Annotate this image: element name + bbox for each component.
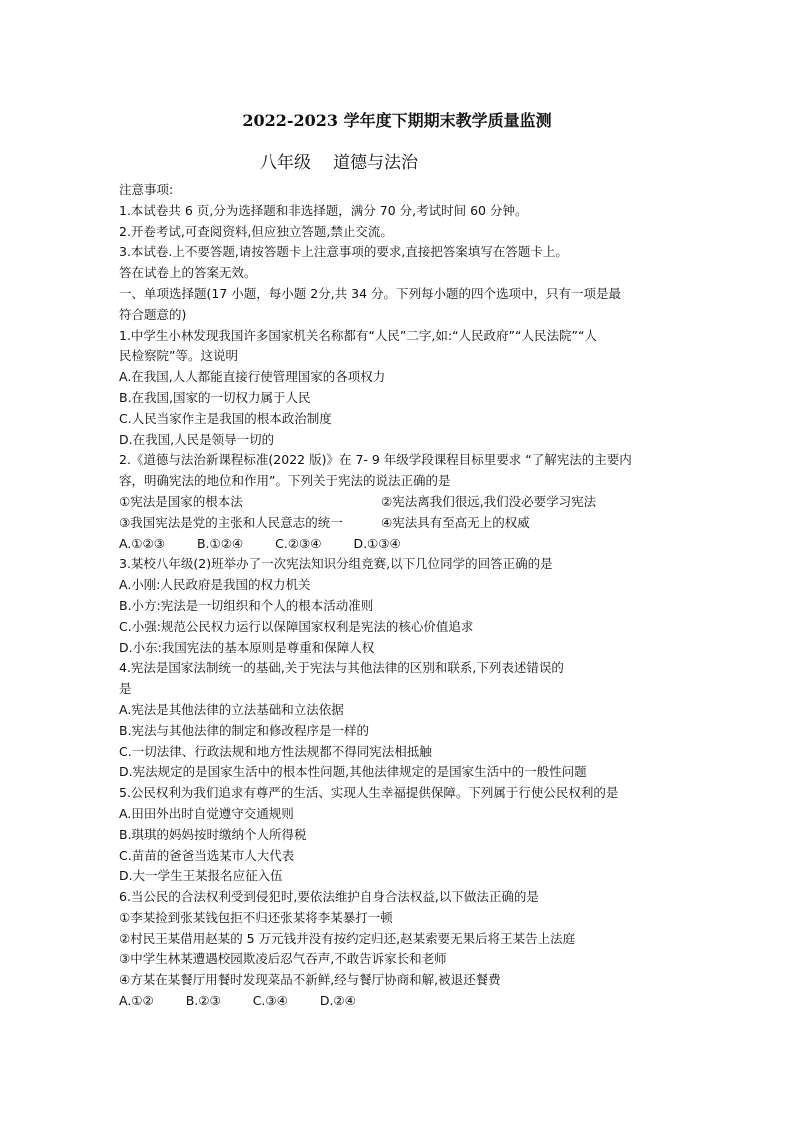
q1-stem-cont: 民检察院”等。这说明 [119,348,238,364]
q2-choice-b: B.①②④ [196,535,244,551]
q2-statement-2: ②宪法离我们很远,我们没必要学习宪法 [381,493,597,509]
exam-subtitle [260,148,418,173]
q6-choice-a: A.①② [119,993,154,1009]
q5-option-b: B.琪琪的妈妈按时缴纳个人所得税 [119,826,307,842]
subject-label: 道德与法治 [333,153,418,173]
q4-option-a: A.宪法是其他法律的立法基础和立法依据 [119,701,344,717]
q2-statement-4: ④宪法具有至高无上的权威 [381,514,530,530]
q2-stem-cont: 容，明确宪法的地位和作用”。下列关于宪法的说法正确的是 [119,473,451,489]
q4-option-b: B.宪法与其他法律的制定和修改程序是一样的 [119,722,370,738]
grade-label: 八年级 [260,153,311,173]
q3-stem: 3.某校八年级(2)班举办了一次宪法知识分组竞赛,以下几位同学的回答正确的是 [119,556,553,572]
q3-option-d: D.小东:我国宪法的基本原则是尊重和保障人权 [119,639,375,655]
q2-choice-d: D.①③④ [353,535,401,551]
q2-stem: 2.《道德与法治新课程标准(2022 版)》在 7- 9 年级学段课程目标里要求 “了解宪法的主要内 [119,452,632,468]
notice-item: 答在试卷上的答案无效。 [119,265,257,281]
notice-item: 3.本试卷.上不要答题,请按答题卡上注意事项的要求,直接把答案填写在答题卡上。 [119,244,568,260]
q2-statements-row1 [119,492,689,513]
q6-statement-4: ④方某在某餐厅用餐时发现菜品不新鲜,经与餐厅协商和解,被退还餐费 [119,972,501,988]
q4-option-d: D.宪法规定的是国家生活中的根本性问题,其他法律规定的是国家生活中的一般性问题 [119,764,587,780]
q3-option-b: B.小方:宪法是一切组织和个人的根本活动准则 [119,597,374,613]
q4-stem-cont: 是 [119,681,132,697]
q3-option-a: A.小刚:人民政府是我国的权力机关 [119,577,311,593]
q6-choice-c: C.③④ [252,993,288,1009]
section-heading: 一、单项选择题(17 小题，每小题 2分,共 34 分。下列每小题的四个选项中，只有一项是最 [119,285,622,301]
q4-option-c: C.一切法律、行政法规和地方性法规都不得同宪法相抵触 [119,743,432,759]
q1-option-b: B.在我国,国家的一切权力属于人民 [119,389,311,405]
q1-option-d: D.在我国,人民是领导一切的 [119,431,275,447]
notice-heading: 注意事项: [119,182,174,197]
q2-choice-c: C.②③④ [275,535,322,551]
exam-title: 2022-2023 学年度下期期末教学质量监测 [242,111,552,130]
q2-choice-a: A.①②③ [119,535,165,551]
q1-option-c: C.人民当家作主是我国的根本政治制度 [119,410,332,426]
q3-option-c: C.小强:规范公民权力运行以保障国家权利是宪法的核心价值追求 [119,618,474,634]
q6-choice-d: D.②④ [319,993,356,1009]
q1-stem: 1.中学生小林发现我国许多国家机关名称都有“人民”二字,如:“人民政府”“人民法院”“人 [119,327,597,343]
q2-choices [119,534,689,555]
q2-statements-row2 [119,513,689,534]
q2-statement-3: ③我国宪法是党的主张和人民意志的统一 [119,514,343,530]
q5-option-a: A.田田外出时自觉遵守交通规则 [119,805,294,821]
q6-statement-1: ①李某捡到张某钱包拒不归还张某将李某暴打一顿 [119,909,393,925]
q5-stem: 5.公民权利为我们追求有尊严的生活、实现人生幸福提供保障。下列属于行使公民权利的是 [119,785,619,801]
q4-stem: 4.宪法是国家法制统一的基础,关于宪法与其他法律的区别和联系,下列表述错误的 [119,660,564,676]
q6-choices [119,991,689,1012]
q2-statement-1: ①宪法是国家的根本法 [119,493,243,509]
q1-option-a: A.在我国,人人都能直接行使管理国家的各项权力 [119,369,386,385]
q5-option-d: D.大一学生王某报名应征入伍 [119,868,283,884]
notice-item: 1.本试卷共 6 页,分为选择题和非选择题，满分 70 分,考试时间 60 分钟。 [119,202,528,218]
q6-statement-3: ③中学生林某遭遇校园欺凌后忍气吞声,不敢告诉家长和老师 [119,951,447,967]
q5-option-c: C.苗苗的爸爸当选某市人大代表 [119,847,295,863]
q6-statement-2: ②村民王某借用赵某的 5 万元钱并没有按约定归还,赵某索要无果后将王某告上法庭 [119,930,576,946]
section-heading-cont: 符合题意的) [119,306,187,322]
q6-stem: 6.当公民的合法权利受到侵犯时,要依法维护自身合法权益,以下做法正确的是 [119,889,539,905]
q6-choice-b: B.②③ [185,993,221,1009]
exam-content [119,180,689,1012]
notice-item: 2.开卷考试,可查阅资料,但应独立答题,禁止交流。 [119,223,393,239]
